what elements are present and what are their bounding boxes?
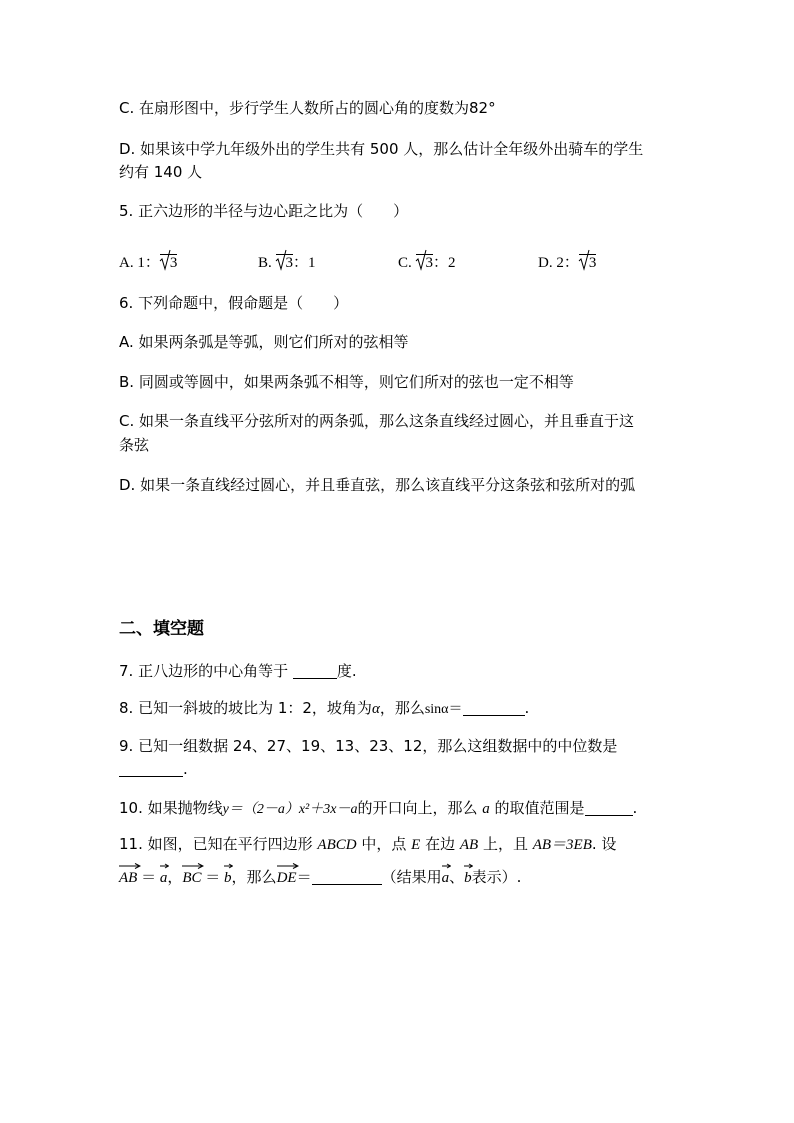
sqrt-symbol: 3 — [276, 252, 294, 274]
vector-ab: AB — [119, 867, 137, 889]
answer-blank — [293, 662, 337, 679]
sqrt-symbol: 3 — [579, 252, 597, 274]
answer-blank — [312, 868, 382, 885]
q6-option-c-line1: C. 如果一条直线平分弦所对的两条弧，那么这条直线经过圆心，并且垂直于这 — [119, 412, 635, 430]
sqrt-symbol: 3 — [160, 252, 178, 274]
q6-option-c-line2: 条弦 — [119, 436, 150, 454]
q5-option-a: A. 1： 3 — [119, 251, 177, 274]
q11-line2: AB ＝ a， BC ＝ b，那么 DE＝ （结果用 a、 b表示）. — [119, 866, 521, 889]
q5-option-c: C. 3：2 — [398, 251, 456, 274]
q6-stem: 6. 下列命题中，假命题是（ ） — [119, 294, 349, 312]
q8: 8. 已知一斜坡的坡比为 1：2，坡角为α，那么sinα＝ . — [119, 699, 530, 717]
q9-line2: . — [119, 758, 188, 780]
q4-option-c: C. 在扇形图中，步行学生人数所占的圆心角的度数为82° — [119, 99, 496, 117]
answer-blank — [463, 699, 525, 716]
vector-a: a — [442, 867, 450, 889]
q9-line1: 9. 已知一组数据 24、27、19、13、23、12，那么这组数据中的中位数是 — [119, 737, 618, 755]
q5-option-b: B. 3：1 — [258, 251, 316, 274]
section-heading: 二、填空题 — [119, 619, 204, 639]
q6-option-d: D. 如果一条直线经过圆心，并且垂直弦，那么该直线平分这条弦和弦所对的弧 — [119, 476, 636, 494]
q6-option-a: A. 如果两条弧是等弧，则它们所对的弦相等 — [119, 333, 409, 351]
q6-option-b: B. 同圆或等圆中，如果两条弧不相等，则它们所对的弦也一定不相等 — [119, 373, 574, 391]
q4-option-d-line2: 约有 140 人 — [119, 163, 203, 181]
answer-blank — [585, 799, 633, 816]
q5-stem: 5. 正六边形的半径与边心距之比为（ ） — [119, 202, 409, 220]
answer-blank — [119, 760, 183, 777]
vector-b: b — [464, 867, 472, 889]
q7: 7. 正八边形的中心角等于 度. — [119, 662, 357, 680]
q10: 10. 如果抛物线y＝（2－a）x²＋3x－a的开口向上，那么 a 的取值范围是 . — [119, 799, 638, 817]
q5-option-d: D. 2： 3 — [538, 251, 596, 274]
vector-b: b — [224, 867, 232, 889]
vector-de: DE — [277, 867, 297, 889]
q4-option-d-line1: D. 如果该中学九年级外出的学生共有 500 人，那么估计全年级外出骑车的学生 — [119, 140, 644, 158]
q11-line1: 11. 如图，已知在平行四边形 ABCD 中，点 E 在边 AB 上，且 AB＝3EB. 设 — [119, 835, 617, 853]
sqrt-symbol: 3 — [416, 252, 434, 274]
vector-bc: BC — [182, 867, 201, 889]
vector-a: a — [160, 867, 168, 889]
